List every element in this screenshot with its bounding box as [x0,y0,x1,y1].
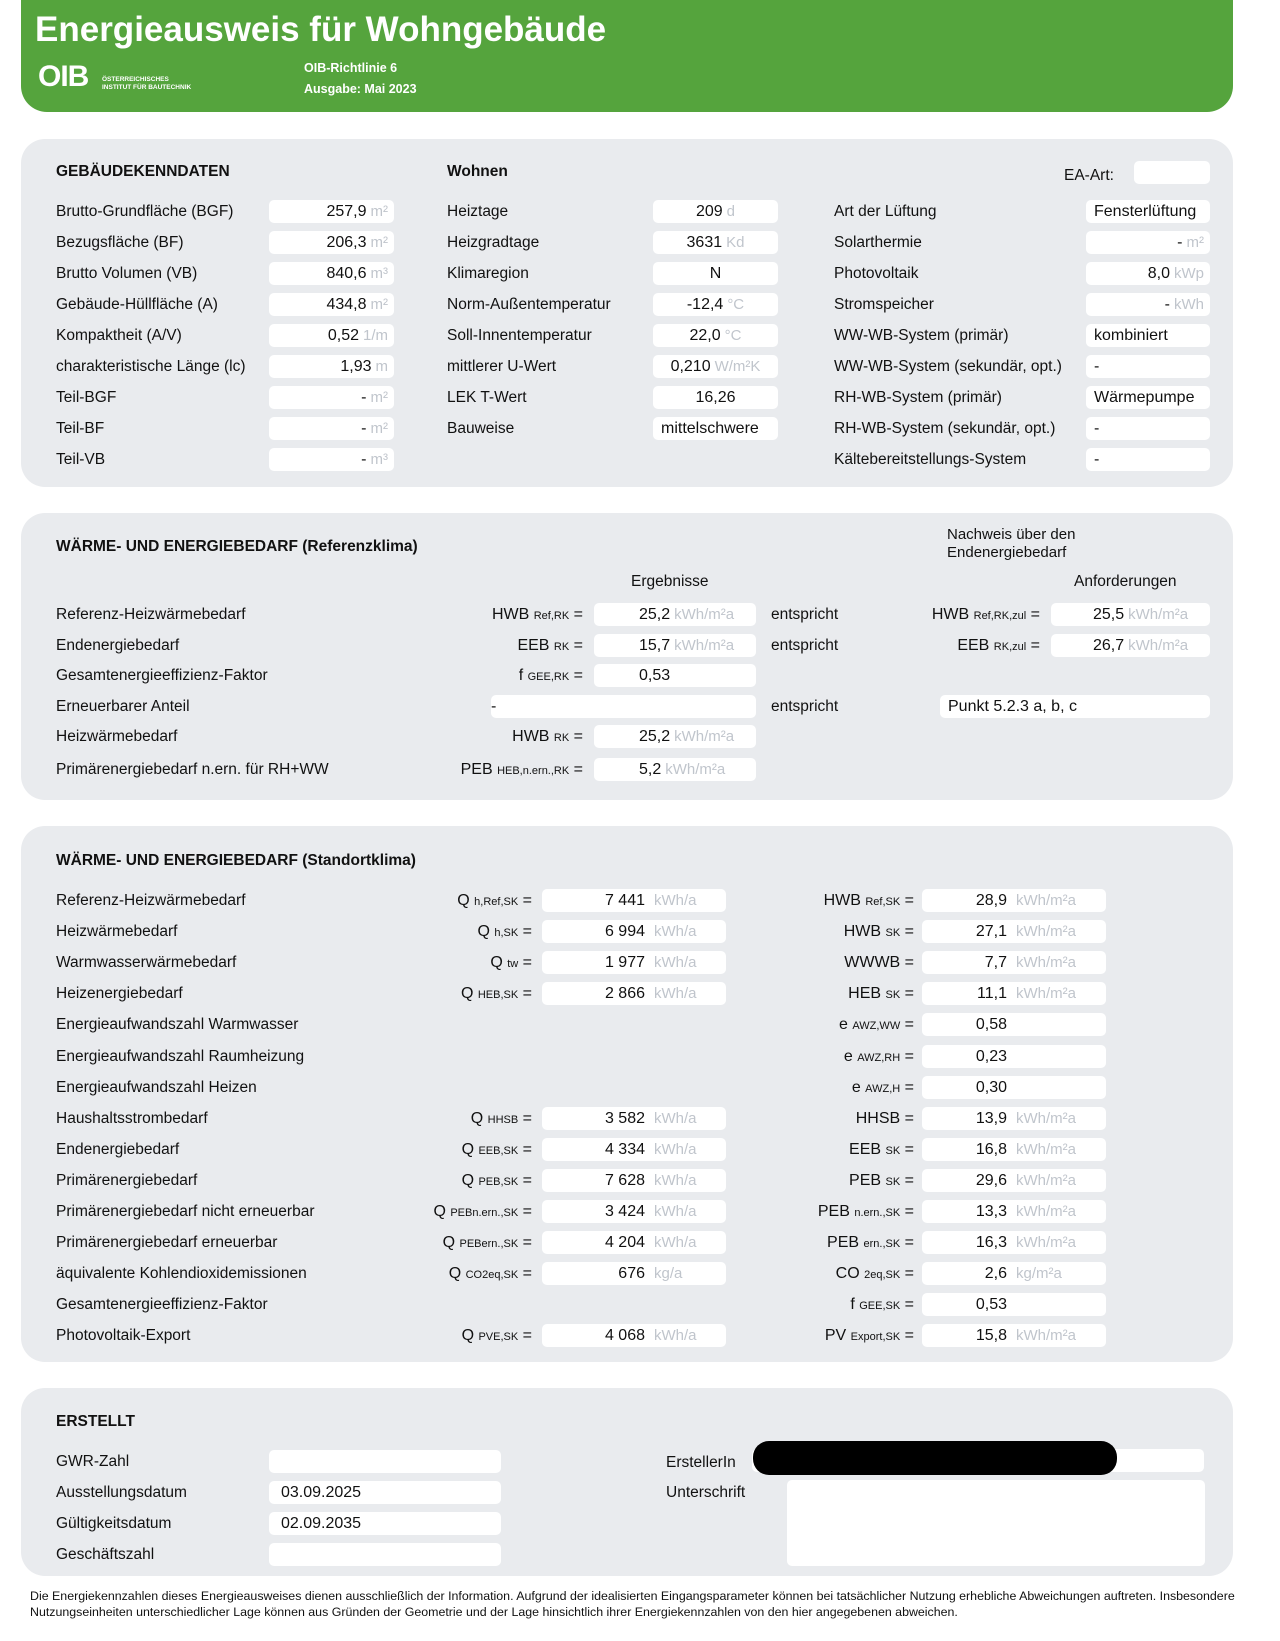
created-field[interactable] [269,1450,501,1473]
building-value [269,262,394,285]
climate-value-unit: W/m²K [714,358,761,375]
reference-label: Referenz-Heizwärmebedarf [56,606,246,623]
site-specific-value [922,1138,1106,1161]
building-value-unit: 1/m [362,327,388,344]
system-label: Art der Lüftung [834,203,937,220]
site-annual-value-value: 4 068 [604,1327,645,1345]
system-value [1086,200,1210,223]
site-specific-value-value: 15,8 [975,1327,1007,1345]
requirement-value [1051,603,1210,626]
system-value-value: kombiniert [1094,327,1168,344]
building-label: charakteristische Länge (lc) [56,358,246,375]
system-value-value: - [1177,234,1183,251]
site-label: Haushaltsstrombedarf [56,1109,208,1127]
building-value-unit: m² [370,234,388,251]
climate-label: Heiztage [447,203,509,220]
requirement-value-unit: kWh/m²a [1128,637,1189,654]
site-annual-value-value: 2 866 [604,985,645,1003]
site-q-symbol: Q HEB,SK = [460,985,532,1003]
usage-label: Wohnen [447,163,508,180]
reference-symbol: PEB HEB,n.ern.,RK = [460,761,583,778]
site-specific-value-unit: kWh/m²a [1016,985,1076,1003]
site-annual-value-unit: kWh/a [654,1327,697,1345]
site-label: Endenergiebedarf [56,1140,180,1158]
site-annual-value-unit: kWh/a [654,1203,697,1220]
climate-label: LEK T-Wert [447,389,527,406]
site-annual-value-value: 7 441 [604,892,645,909]
site-annual-value-value: 1 977 [604,954,645,972]
site-specific-symbol: HWB SK = [843,923,914,941]
site-specific-symbol: PV Export,SK = [824,1327,914,1345]
building-value [269,324,394,347]
site-annual-value-unit: kWh/a [654,1171,697,1189]
climate-value-value: 209 [695,203,723,220]
site-specific-value-value: 0,53 [975,1296,1007,1314]
site-specific-symbol: HHSB = [855,1109,914,1127]
site-label: Primärenergiebedarf [56,1171,198,1189]
site-label: Photovoltaik-Export [56,1327,191,1345]
climate-value-value: N [709,265,722,282]
site-specific-value-value: 28,9 [975,892,1007,909]
climate-value-unit: d [726,203,736,220]
signature-field[interactable] [787,1480,1205,1566]
site-specific-symbol: EEB SK = [849,1140,914,1158]
results-label: Ergebnisse [631,573,709,590]
site-q-symbol: Q PEBern.,SK = [442,1234,532,1252]
site-annual-value-unit: kWh/a [654,985,697,1003]
site-annual-value-unit: kWh/a [654,923,697,941]
climate-value [653,293,778,316]
created-label: GWR-Zahl [56,1453,130,1470]
site-annual-value [542,1138,726,1161]
climate-label: Klimaregion [447,265,529,282]
climate-label: Soll-Innentemperatur [447,327,592,344]
site-specific-value-unit: kWh/m²a [1016,923,1076,941]
disclaimer: Die Energiekennzahlen dieses Energieausweises dienen ausschließlich der Information. Aufgrund der idealisierten Eingangsparameter können bei tatsächlicher Nutzung erhebliche Abweichungen auftreten. Insbesondere Nutzungseinheiten unterschiedlicher Lage können aus Gründen der Geometrie und der Lage hinsichtlich ihrer Energiekennzahlen von den hier angegebenen abweichen. [30,1589,1235,1619]
system-value [1086,355,1210,378]
requirements-label: Anforderungen [1074,573,1177,590]
climate-value [653,324,778,347]
system-value [1086,448,1210,471]
system-label: Kältebereitstellungs-System [834,451,1027,468]
edition: Ausgabe: Mai 2023 [304,82,417,96]
building-value-unit: m² [370,420,388,437]
site-specific-value [922,1231,1106,1254]
site-label: Warmwasserwärmebedarf [56,954,237,972]
site-specific-symbol: CO 2eq,SK = [835,1265,914,1283]
site-specific-value-value: 0,23 [975,1047,1007,1065]
reference-value-value: 0,53 [639,667,671,684]
building-value-value: 434,8 [326,296,367,313]
system-value-value: - [1094,451,1100,468]
site-specific-value-value: 13,3 [975,1203,1007,1220]
site-specific-symbol: PEB n.ern.,SK = [817,1203,914,1220]
reference-value-value: 25,2 [639,728,671,745]
reference-label: Heizwärmebedarf [56,728,178,745]
site-annual-value [542,1324,726,1347]
site-specific-value-unit: kWh/m²a [1016,1203,1076,1220]
created-field[interactable] [269,1512,501,1535]
building-value-value: - [361,389,367,406]
reference-symbol: f GEE,RK = [518,667,583,684]
requirement-value-value: 26,7 [1093,637,1125,654]
system-value-value: - [1094,420,1100,437]
reference-value [594,634,756,657]
system-value-value: Fensterlüftung [1094,203,1197,220]
site-specific-value-unit: kWh/m²a [1016,1140,1076,1158]
system-value-value: - [1164,296,1170,313]
site-specific-value-value: 13,9 [975,1109,1007,1127]
building-label: Teil-VB [56,451,106,468]
created-field-value: 02.09.2035 [281,1515,362,1532]
site-q-symbol: Q tw = [490,954,532,972]
site-annual-value-value: 7 628 [604,1171,645,1189]
system-label: WW-WB-System (primär) [834,327,1009,344]
signature-label: Unterschrift [666,1484,746,1501]
site-label: Heizenergiebedarf [56,985,183,1003]
site-annual-value-unit: kWh/a [654,1140,697,1158]
site-specific-value [922,1013,1106,1036]
building-label: Gebäude-Hüllfläche (A) [56,296,218,313]
climate-value-value: 22,0 [689,327,721,344]
building-label: Brutto-Grundfläche (BGF) [56,203,234,220]
reference-value-value: 15,7 [639,637,671,654]
site-annual-value-unit: kWh/a [654,892,697,909]
proof-label: Nachweis über den [947,526,1076,543]
system-value-unit: kWh [1174,296,1204,313]
site-q-symbol: Q HHSB = [470,1109,532,1127]
site-specific-value-value: 27,1 [975,923,1007,941]
created-field[interactable] [269,1481,501,1504]
site-specific-value-value: 16,3 [975,1234,1007,1252]
system-label: WW-WB-System (sekundär, opt.) [834,358,1062,375]
system-label: Stromspeicher [834,296,934,313]
system-value-value: Wärmepumpe [1094,389,1195,406]
system-value [1086,417,1210,440]
site-specific-symbol: e AWZ,RH = [843,1047,914,1065]
climate-value-value: 16,26 [695,389,736,406]
site-annual-value-unit: kWh/a [654,1109,697,1127]
site-q-symbol: Q PEB,SK = [461,1171,532,1189]
site-specific-symbol: e AWZ,WW = [839,1016,914,1034]
reference-symbol: EEB RK = [517,637,583,654]
site-specific-value-value: 29,6 [975,1171,1007,1189]
site-annual-value [542,1107,726,1130]
oib-logo [38,60,248,98]
site-specific-symbol: PEB SK = [849,1171,914,1189]
created-heading: ERSTELLT [56,1413,135,1430]
building-value-value: 1,93 [340,358,372,375]
climate-value-value: 0,210 [670,358,711,375]
site-specific-symbol: HEB SK = [848,985,914,1003]
site-specific-value-unit: kWh/m²a [1016,1171,1076,1189]
requirement-value [1051,634,1210,657]
system-value [1086,324,1210,347]
building-value-unit: m³ [370,265,388,282]
proof-label-2: Endenergiebedarf [947,544,1067,561]
site-q-symbol: Q h,SK = [477,923,532,941]
site-label: Gesamtenergieeffizienz-Faktor [56,1296,268,1314]
reference-value-value: 25,2 [639,606,671,623]
site-specific-value [922,982,1106,1005]
climate-value [653,200,778,223]
climate-value-unit: °C [724,327,742,344]
site-annual-value [542,1262,726,1285]
climate-value-value: 3631 [686,234,723,251]
reference-value-unit: kWh/m²a [665,761,726,778]
site-annual-value [542,951,726,974]
site-annual-value [542,889,726,912]
site-specific-symbol: WWWB = [844,954,914,972]
building-value [269,417,394,440]
site-annual-value [542,1200,726,1223]
ea-label: EA-Art: [1064,167,1114,184]
building-label: Brutto Volumen (VB) [56,265,198,282]
site-annual-value-value: 3 582 [604,1109,645,1127]
site-specific-symbol: f GEE,SK = [850,1296,914,1314]
reference-label: Primärenergiebedarf n.ern. für RH+WW [56,761,329,778]
site-specific-value-unit: kg/m²a [1016,1265,1062,1283]
site-specific-value-value: 0,58 [975,1016,1007,1034]
reference-value [594,758,756,781]
site-specific-value [922,1107,1106,1130]
site-q-symbol: Q PVE,SK = [461,1327,532,1345]
building-value-value: 257,9 [326,203,367,220]
requirement-value-unit: kWh/m²a [1128,606,1189,623]
site-specific-symbol: HWB Ref,SK = [823,892,914,909]
site-specific-value [922,920,1106,943]
site-specific-value [922,889,1106,912]
building-value [269,355,394,378]
site-q-symbol: Q EEB,SK = [461,1140,532,1158]
reference-label: Erneuerbarer Anteil [56,698,190,715]
requirement-text: Punkt 5.2.3 a, b, c [940,695,1210,718]
site-specific-value [922,1045,1106,1068]
site-label: äquivalente Kohlendioxidemissionen [56,1265,307,1283]
site-label: Heizwärmebedarf [56,923,178,941]
page-title: Energieausweis für Wohngebäude [35,10,607,49]
site-specific-value [922,1262,1106,1285]
building-value-unit: m² [370,296,388,313]
reference-value-unit: kWh/m²a [674,728,735,745]
system-label: Photovoltaik [834,265,919,282]
reference-value [594,664,756,687]
system-value-unit: m² [1186,234,1204,251]
site-annual-value-value: 676 [618,1265,645,1283]
reference-value-value: 5,2 [639,761,662,778]
site-label: Primärenergiebedarf erneuerbar [56,1234,278,1252]
requirement-symbol: EEB RK,zul = [957,637,1040,654]
created-field-value: 03.09.2025 [281,1484,362,1501]
site-heading: WÄRME- UND ENERGIEBEDARF (Standortklima) [56,852,416,869]
site-specific-symbol: e AWZ,H = [851,1078,914,1096]
site-annual-value [542,1169,726,1192]
site-annual-value [542,982,726,1005]
site-specific-value-value: 0,30 [975,1078,1007,1096]
reference-value-unit: kWh/m²a [674,606,735,623]
site-specific-value-value: 11,1 [977,985,1007,1003]
reference-dash-box: - [491,695,756,718]
building-value [269,231,394,254]
reference-symbol: HWB Ref,RK = [491,606,583,623]
system-value [1086,293,1210,316]
site-specific-value [922,951,1106,974]
author-redaction [753,1441,1117,1475]
status-text: entspricht [771,606,839,623]
building-label: Kompaktheit (A/V) [56,327,182,344]
system-value-value: 8,0 [1147,265,1170,282]
site-label: Primärenergiebedarf nicht erneuerbar [56,1203,315,1220]
building-value-unit: m [375,358,388,375]
system-value-value: - [1094,358,1100,375]
site-annual-value [542,1231,726,1254]
climate-value-value: mittelschwere [661,420,759,437]
building-value-unit: m³ [370,451,388,468]
climate-value [653,355,778,378]
ea-field [1134,161,1210,184]
site-label: Energieaufwandszahl Warmwasser [56,1016,299,1034]
reference-symbol: HWB RK = [512,728,583,745]
system-label: Solarthermie [834,234,922,251]
guideline-info [304,58,417,100]
climate-label: Bauweise [447,420,515,437]
site-annual-value-value: 3 424 [604,1203,645,1220]
site-specific-value-unit: kWh/m²a [1016,1109,1076,1127]
climate-label: Heizgradtage [447,234,540,251]
building-value [269,386,394,409]
site-specific-value-value: 7,7 [984,954,1007,972]
building-value [269,448,394,471]
site-q-symbol: Q CO2eq,SK = [448,1265,532,1283]
site-specific-value [922,1200,1106,1223]
system-value [1086,386,1210,409]
building-heading: GEBÄUDEKENNDATEN [56,163,230,180]
system-label: RH-WB-System (sekundär, opt.) [834,420,1056,437]
site-label: Energieaufwandszahl Heizen [56,1078,257,1096]
climate-label: mittlerer U-Wert [447,358,557,375]
building-value-unit: m² [370,389,388,406]
site-specific-value-unit: kWh/m²a [1016,1327,1076,1345]
building-value-value: - [361,451,367,468]
site-label: Energieaufwandszahl Raumheizung [56,1047,305,1065]
reference-value [594,725,756,748]
climate-value-unit: Kd [726,234,745,251]
building-value-value: - [361,420,367,437]
climate-value [653,262,778,285]
site-specific-value-value: 16,8 [975,1140,1007,1158]
building-value-value: 206,3 [326,234,367,251]
site-annual-value [542,920,726,943]
reference-value-unit: kWh/m²a [674,637,735,654]
created-label: Geschäftszahl [56,1546,155,1563]
site-label: Referenz-Heizwärmebedarf [56,892,246,909]
site-q-symbol: Q PEBn.ern.,SK = [433,1203,532,1220]
reference-value [594,603,756,626]
site-annual-value-unit: kWh/a [654,1234,697,1252]
climate-value-value: -12,4 [686,296,724,313]
created-label: Ausstellungsdatum [56,1484,187,1501]
climate-value [653,386,778,409]
status-text: entspricht [771,637,839,654]
climate-label: Norm-Außentemperatur [447,296,611,313]
site-annual-value-value: 4 334 [604,1140,645,1158]
site-specific-value [922,1293,1106,1316]
climate-value-unit: °C [727,296,745,313]
climate-value [653,231,778,254]
site-q-symbol: Q h,Ref,SK = [457,892,532,909]
requirement-symbol: HWB Ref,RK,zul = [931,606,1040,623]
building-value-value: 840,6 [326,265,367,282]
system-value [1086,231,1210,254]
logo-subtitle: ÖSTERREICHISCHES INSTITUT FÜR BAUTECHNIK [102,76,192,91]
building-value [269,293,394,316]
created-field[interactable] [269,1543,501,1566]
building-label: Teil-BGF [56,389,117,406]
building-label: Bezugsfläche (BF) [56,234,184,251]
system-value-unit: kWp [1174,265,1204,282]
site-annual-value-value: 6 994 [604,923,645,941]
building-value-value: 0,52 [327,327,359,344]
site-specific-value-value: 2,6 [984,1265,1007,1283]
logo-text: OIB [38,60,89,93]
site-annual-value-unit: kg/a [654,1265,683,1283]
site-specific-value [922,1324,1106,1347]
system-label: RH-WB-System (primär) [834,389,1002,406]
building-label: Teil-BF [56,420,105,437]
requirement-value-value: 25,5 [1093,606,1125,623]
site-annual-value-unit: kWh/a [654,954,697,972]
status-text: entspricht [771,698,839,715]
site-specific-symbol: PEB ern.,SK = [827,1234,914,1252]
system-value [1086,262,1210,285]
site-annual-value-value: 4 204 [604,1234,645,1252]
site-specific-value [922,1076,1106,1099]
guideline: OIB-Richtlinie 6 [304,61,398,75]
building-value-unit: m² [370,203,388,220]
site-specific-value-unit: kWh/m²a [1016,1234,1076,1252]
reference-heading: WÄRME- UND ENERGIEBEDARF (Referenzklima) [56,538,418,555]
author-label: ErstellerIn [666,1454,736,1471]
reference-label: Gesamtenergieeffizienz-Faktor [56,667,268,684]
building-value [269,200,394,223]
site-specific-value-unit: kWh/m²a [1016,954,1076,972]
created-label: Gültigkeitsdatum [56,1515,172,1532]
site-specific-value-unit: kWh/m²a [1016,892,1076,909]
climate-value [653,417,778,440]
site-specific-value [922,1169,1106,1192]
reference-label: Endenergiebedarf [56,637,180,654]
